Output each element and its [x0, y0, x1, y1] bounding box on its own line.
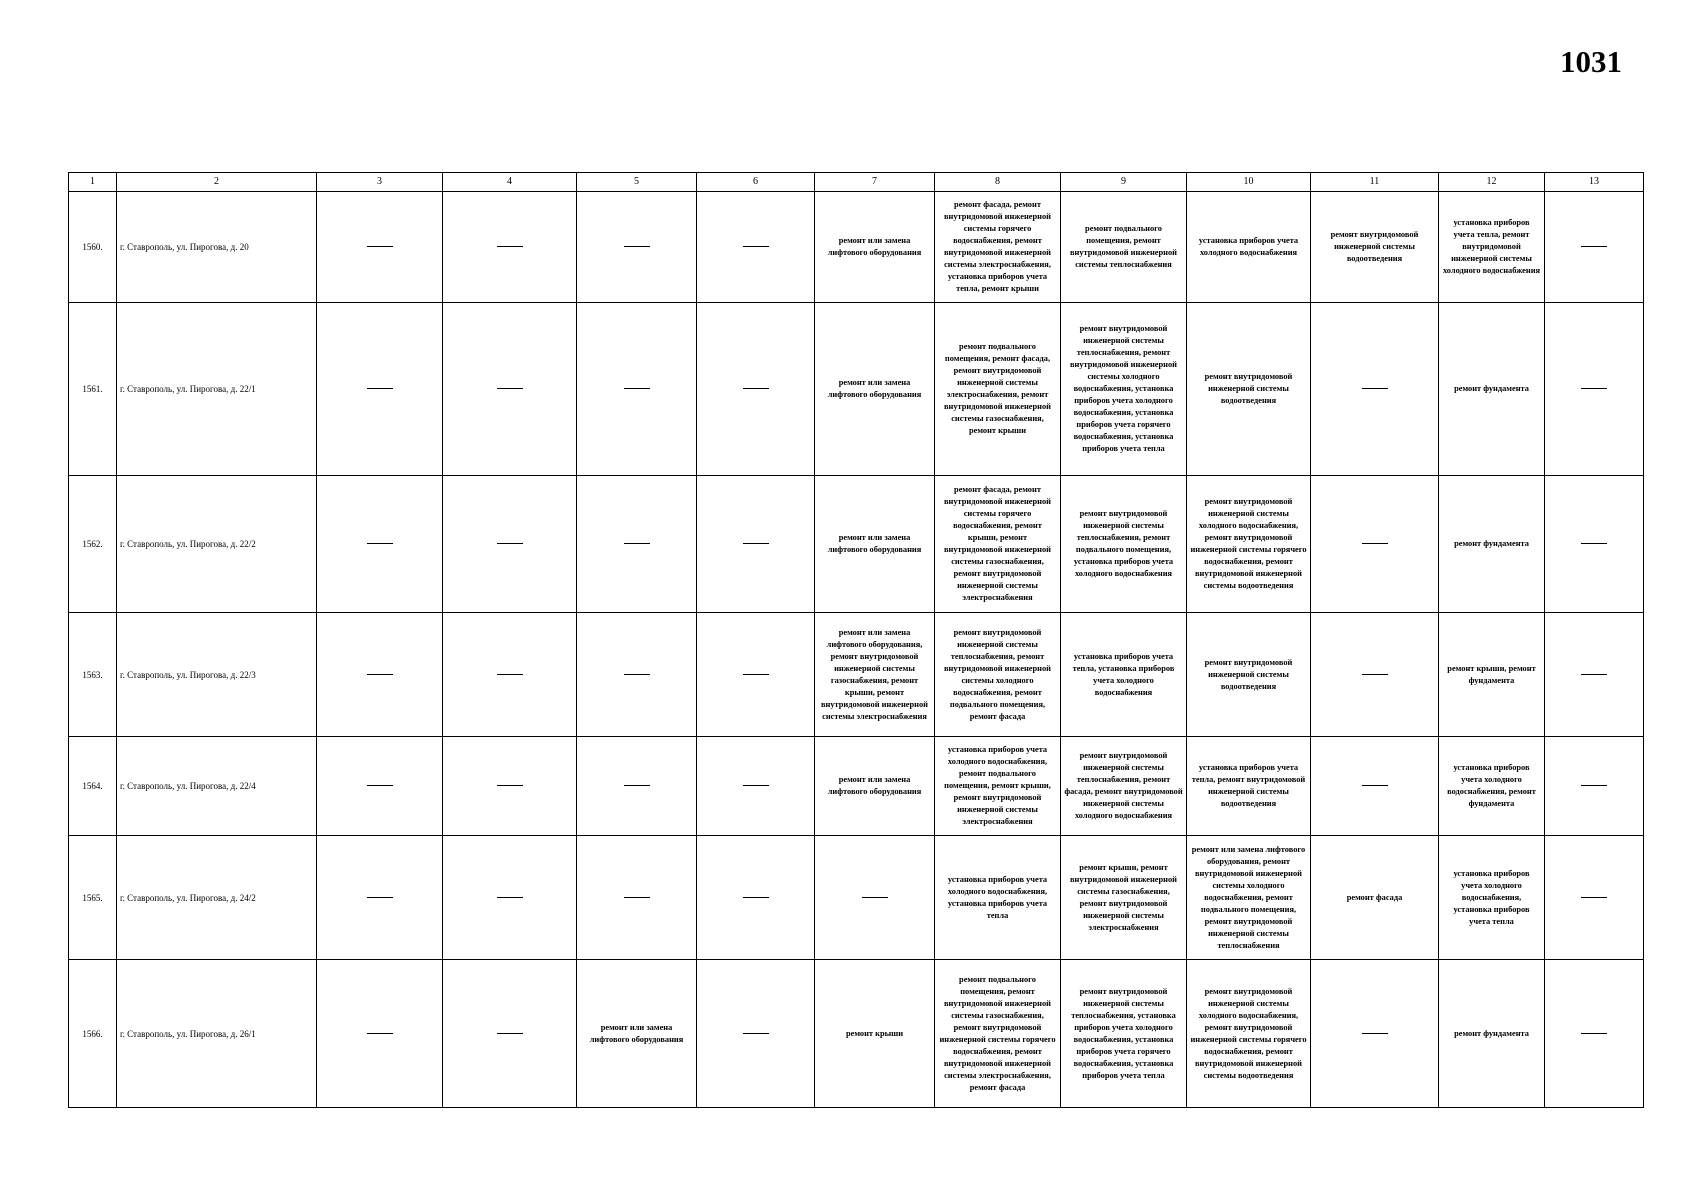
work-cell-10 [1187, 303, 1311, 476]
empty-dash [743, 674, 769, 676]
work-cell-5 [577, 613, 697, 737]
empty-dash [497, 897, 523, 899]
cell-text: ремонт внутридомовой инженерной системы теплоснабжения, ремонт внутридомовой инженерной системы холодного водоснабжения, ремонт подвального помещения, ремонт фасада [943, 627, 1051, 721]
work-cell-5 [577, 476, 697, 613]
cell-text: ремонт крыши [845, 1028, 904, 1038]
work-cell-9 [1061, 613, 1187, 737]
work-cell-6 [697, 960, 815, 1108]
work-cell-8 [935, 960, 1061, 1108]
cell-text: ремонт внутридомовой инженерной системы теплоснабжения, установка приборов учета холодного водоснабжения, установка приборов учета горячего водоснабжения, установка приборов учета тепла [1071, 986, 1176, 1080]
cell-text: ремонт фундамента [1454, 1028, 1529, 1038]
cell-text: ремонт внутридомовой инженерной системы холодного водоснабжения, ремонт внутридомовой инженерной системы горячего водоснабжения, ремонт внутридомовой инженерной системы водоотведения [1190, 986, 1307, 1080]
column-header: 2 [117, 173, 317, 192]
work-cell-7 [815, 836, 935, 960]
cell-text: ремонт внутридомовой инженерной системы водоотведения [1204, 657, 1293, 691]
empty-dash [1581, 1033, 1607, 1035]
cell-text: ремонт подвального помещения, ремонт фасада, ремонт внутридомовой инженерной системы электроснабжения, ремонт внутридомовой инженерной системы газоснабжения, ремонт крыши [943, 342, 1051, 435]
empty-dash [497, 785, 523, 787]
empty-dash [624, 785, 650, 787]
cell-text: ремонт или замена лифтового оборудования [827, 533, 922, 554]
column-header: 9 [1061, 173, 1187, 192]
work-cell-3 [317, 613, 443, 737]
cell-text: установка приборов учета тепла, ремонт внутридомовой инженерной системы водоотведения [1191, 763, 1306, 808]
work-cell-7 [815, 476, 935, 613]
cell-text: ремонт подвального помещения, ремонт внутридомовой инженерной системы газоснабжения, ремонт внутридомовой инженерной системы горячего водоснабжения, ремонт внутридомовой инженерной системы электроснабжения, ремонт фасада [939, 974, 1056, 1092]
cell-text: ремонт фундамента [1454, 539, 1529, 548]
work-cell-6 [697, 476, 815, 613]
table-row [69, 192, 1644, 303]
empty-dash [624, 897, 650, 899]
table-row [69, 737, 1644, 836]
address-cell [117, 303, 317, 476]
work-cell-8 [935, 836, 1061, 960]
work-cell-6 [697, 303, 815, 476]
address-cell [117, 960, 317, 1108]
row-number: 1561. [82, 384, 103, 394]
work-cell-9 [1061, 476, 1187, 613]
address-text: г. Ставрополь, ул. Пирогова, д. 24/2 [120, 892, 256, 903]
empty-dash [497, 388, 523, 390]
work-cell-5 [577, 192, 697, 303]
work-cell-13 [1545, 613, 1644, 737]
work-cell-9 [1061, 960, 1187, 1108]
cell-text: ремонт или замена лифтового оборудования [827, 378, 922, 399]
work-cell-6 [697, 613, 815, 737]
work-cell-6 [697, 192, 815, 303]
address-cell [117, 613, 317, 737]
work-cell-11 [1311, 192, 1439, 303]
work-cell-9 [1061, 303, 1187, 476]
empty-dash [743, 246, 769, 248]
empty-dash [624, 246, 650, 248]
address-text: г. Ставрополь, ул. Пирогова, д. 20 [120, 242, 249, 252]
empty-dash [1362, 1033, 1388, 1035]
empty-dash [367, 897, 393, 899]
empty-dash [497, 674, 523, 676]
column-header: 8 [935, 173, 1061, 192]
empty-dash [624, 674, 650, 676]
cell-text: ремонт или замена лифтового оборудования [589, 1022, 684, 1044]
work-cell-4 [443, 836, 577, 960]
work-cell-4 [443, 303, 577, 476]
column-header: 5 [577, 173, 697, 192]
work-cell-4 [443, 476, 577, 613]
row-number: 1563. [82, 669, 103, 680]
work-cell-10 [1187, 613, 1311, 737]
work-cell-8 [935, 192, 1061, 303]
empty-dash [497, 1033, 523, 1035]
empty-dash [367, 388, 393, 390]
column-header: 7 [815, 173, 935, 192]
empty-dash [1581, 785, 1607, 787]
work-cell-13 [1545, 303, 1644, 476]
work-cell-3 [317, 836, 443, 960]
work-cell-13 [1545, 960, 1644, 1108]
repair-schedule-table [68, 172, 1644, 1108]
row-number-cell [69, 303, 117, 476]
empty-dash [1362, 674, 1388, 676]
table-row [69, 476, 1644, 613]
work-cell-3 [317, 303, 443, 476]
work-cell-9 [1061, 192, 1187, 303]
address-text: г. Ставрополь, ул. Пирогова, д. 22/2 [120, 539, 256, 549]
empty-dash [367, 246, 393, 248]
empty-dash [743, 897, 769, 899]
work-cell-9 [1061, 737, 1187, 836]
work-cell-10 [1187, 960, 1311, 1108]
work-cell-11 [1311, 960, 1439, 1108]
work-cell-7 [815, 613, 935, 737]
work-cell-3 [317, 192, 443, 303]
empty-dash [1581, 246, 1607, 248]
empty-dash [1362, 388, 1388, 390]
work-cell-12 [1439, 303, 1545, 476]
column-number-row [69, 173, 1644, 192]
column-header: 13 [1545, 173, 1644, 192]
work-cell-10 [1187, 192, 1311, 303]
row-number-cell [69, 613, 117, 737]
work-cell-4 [443, 192, 577, 303]
work-cell-11 [1311, 737, 1439, 836]
cell-text: ремонт или замена лифтового оборудования [827, 236, 922, 257]
work-cell-5 [577, 303, 697, 476]
cell-text: ремонт внутридомовой инженерной системы водоотведения [1204, 372, 1293, 405]
table-row [69, 303, 1644, 476]
address-text: г. Ставрополь, ул. Пирогова, д. 22/3 [120, 669, 256, 680]
work-cell-10 [1187, 737, 1311, 836]
work-cell-7 [815, 737, 935, 836]
cell-text: ремонт внутридомовой инженерной системы теплоснабжения, ремонт подвального помещения, установка приборов учета холодного водоснабжения [1073, 509, 1174, 578]
address-cell [117, 192, 317, 303]
cell-text: ремонт подвального помещения, ремонт внутридомовой инженерной системы теплоснабжения [1069, 224, 1177, 269]
row-number-cell [69, 960, 117, 1108]
work-cell-10 [1187, 476, 1311, 613]
address-text: г. Ставрополь, ул. Пирогова, д. 26/1 [120, 1028, 256, 1039]
work-cell-12 [1439, 960, 1545, 1108]
empty-dash [1581, 543, 1607, 545]
work-cell-13 [1545, 737, 1644, 836]
cell-text: установка приборов учета тепла, ремонт внутридомовой инженерной системы холодного водоснабжения [1442, 218, 1541, 275]
column-header: 11 [1311, 173, 1439, 192]
empty-dash [624, 543, 650, 545]
work-cell-5 [577, 960, 697, 1108]
row-number: 1562. [82, 539, 103, 549]
work-cell-7 [815, 960, 935, 1108]
row-number-cell [69, 836, 117, 960]
cell-text: ремонт фундамента [1454, 384, 1529, 393]
cell-text: ремонт внутридомовой инженерной системы холодного водоснабжения, ремонт внутридомовой инженерной системы горячего водоснабжения, ремонт внутридомовой инженерной системы водоотведения [1190, 497, 1307, 590]
work-cell-7 [815, 303, 935, 476]
work-cell-12 [1439, 613, 1545, 737]
cell-text: установка приборов учета холодного водоснабжения, ремонт подвального помещения, ремонт крыши, ремонт внутридомовой инженерной системы электроснабжения [944, 745, 1051, 826]
work-cell-8 [935, 613, 1061, 737]
work-cell-6 [697, 737, 815, 836]
empty-dash [743, 785, 769, 787]
work-cell-3 [317, 960, 443, 1108]
work-cell-13 [1545, 192, 1644, 303]
row-number: 1566. [82, 1028, 103, 1039]
address-text: г. Ставрополь, ул. Пирогова, д. 22/1 [120, 384, 256, 394]
empty-dash [1581, 897, 1607, 899]
column-header: 12 [1439, 173, 1545, 192]
address-cell [117, 476, 317, 613]
empty-dash [1581, 388, 1607, 390]
empty-dash [743, 388, 769, 390]
cell-text: установка приборов учета холодного водоснабжения, установка приборов учета тепла [947, 874, 1048, 920]
cell-text: установка приборов учета холодного водоснабжения [1198, 236, 1299, 257]
work-cell-5 [577, 836, 697, 960]
row-number: 1560. [82, 242, 103, 252]
empty-dash [497, 543, 523, 545]
address-cell [117, 836, 317, 960]
empty-dash [497, 246, 523, 248]
empty-dash [1581, 674, 1607, 676]
empty-dash [367, 785, 393, 787]
work-cell-13 [1545, 476, 1644, 613]
work-cell-8 [935, 737, 1061, 836]
row-number-cell [69, 737, 117, 836]
cell-text: ремонт или замена лифтового оборудования [827, 775, 922, 796]
empty-dash [743, 1033, 769, 1035]
cell-text: ремонт крыши, ремонт фундамента [1447, 663, 1536, 685]
empty-dash [1362, 543, 1388, 545]
cell-text: ремонт внутридомовой инженерной системы теплоснабжения, ремонт фасада, ремонт внутридомовой инженерной системы холодного водоснабжения [1064, 751, 1183, 820]
work-cell-9 [1061, 836, 1187, 960]
address-cell [117, 737, 317, 836]
column-header: 6 [697, 173, 815, 192]
cell-text: установка приборов учета тепла, установка приборов учета холодного водоснабжения [1072, 651, 1175, 697]
work-cell-4 [443, 737, 577, 836]
work-cell-8 [935, 303, 1061, 476]
empty-dash [743, 543, 769, 545]
address-text: г. Ставрополь, ул. Пирогова, д. 22/4 [120, 781, 256, 791]
work-cell-5 [577, 737, 697, 836]
work-cell-12 [1439, 737, 1545, 836]
work-cell-11 [1311, 836, 1439, 960]
cell-text: установка приборов учета холодного водоснабжения, установка приборов учета тепла [1453, 868, 1530, 926]
work-cell-11 [1311, 476, 1439, 613]
work-cell-6 [697, 836, 815, 960]
cell-text: ремонт или замена лифтового оборудования, ремонт внутридомовой инженерной системы холодного водоснабжения, ремонт подвального помещения, ремонт внутридомовой инженерной системы теплоснабжения [1191, 844, 1306, 950]
work-cell-12 [1439, 476, 1545, 613]
work-cell-12 [1439, 192, 1545, 303]
work-cell-13 [1545, 836, 1644, 960]
row-number-cell [69, 476, 117, 613]
work-cell-4 [443, 613, 577, 737]
row-number-cell [69, 192, 117, 303]
table-row [69, 836, 1644, 960]
work-cell-3 [317, 737, 443, 836]
table-row [69, 960, 1644, 1108]
column-header: 3 [317, 173, 443, 192]
column-header: 10 [1187, 173, 1311, 192]
empty-dash [1362, 785, 1388, 787]
column-header: 1 [69, 173, 117, 192]
page-number: 1031 [1560, 44, 1622, 79]
work-cell-10 [1187, 836, 1311, 960]
cell-text: ремонт или замена лифтового оборудования, ремонт внутридомовой инженерной системы газоснабжения, ремонт крыши, ремонт внутридомовой инженерной системы электроснабжения [820, 627, 928, 721]
empty-dash [624, 388, 650, 390]
table-row [69, 613, 1644, 737]
cell-text: ремонт фасада, ремонт внутридомовой инженерной системы горячего водоснабжения, ремонт внутридомовой инженерной системы электроснабжения, установка приборов учета тепла, ремонт крыши [943, 200, 1051, 293]
row-number: 1564. [82, 781, 103, 791]
work-cell-3 [317, 476, 443, 613]
cell-text: ремонт внутридомовой инженерной системы водоотведения [1330, 230, 1419, 263]
work-cell-7 [815, 192, 935, 303]
column-header: 4 [443, 173, 577, 192]
work-cell-8 [935, 476, 1061, 613]
empty-dash [367, 543, 393, 545]
empty-dash [367, 674, 393, 676]
empty-dash [862, 897, 888, 899]
cell-text: ремонт фасада, ремонт внутридомовой инженерной системы горячего водоснабжения, ремонт крыши, ремонт внутридомовой инженерной системы газоснабжения, ремонт внутридомовой инженерной системы электроснабжения [943, 485, 1051, 602]
cell-text: ремонт крыши, ремонт внутридомовой инженерной системы газоснабжения, ремонт внутридомовой инженерной системы электроснабжения [1069, 862, 1177, 932]
work-cell-12 [1439, 836, 1545, 960]
empty-dash [367, 1033, 393, 1035]
table-body [69, 192, 1644, 1108]
cell-text: ремонт фасада [1346, 892, 1403, 902]
cell-text: установка приборов учета холодного водоснабжения, ремонт фундамента [1447, 763, 1536, 808]
work-cell-11 [1311, 303, 1439, 476]
work-cell-4 [443, 960, 577, 1108]
row-number: 1565. [82, 892, 103, 903]
work-cell-11 [1311, 613, 1439, 737]
cell-text: ремонт внутридомовой инженерной системы теплоснабжения, ремонт внутридомовой инженерной системы холодного водоснабжения, установка приборов учета холодного водоснабжения, установка приборов учета горячего водоснабжения, установка приборов учета тепла [1069, 324, 1177, 453]
